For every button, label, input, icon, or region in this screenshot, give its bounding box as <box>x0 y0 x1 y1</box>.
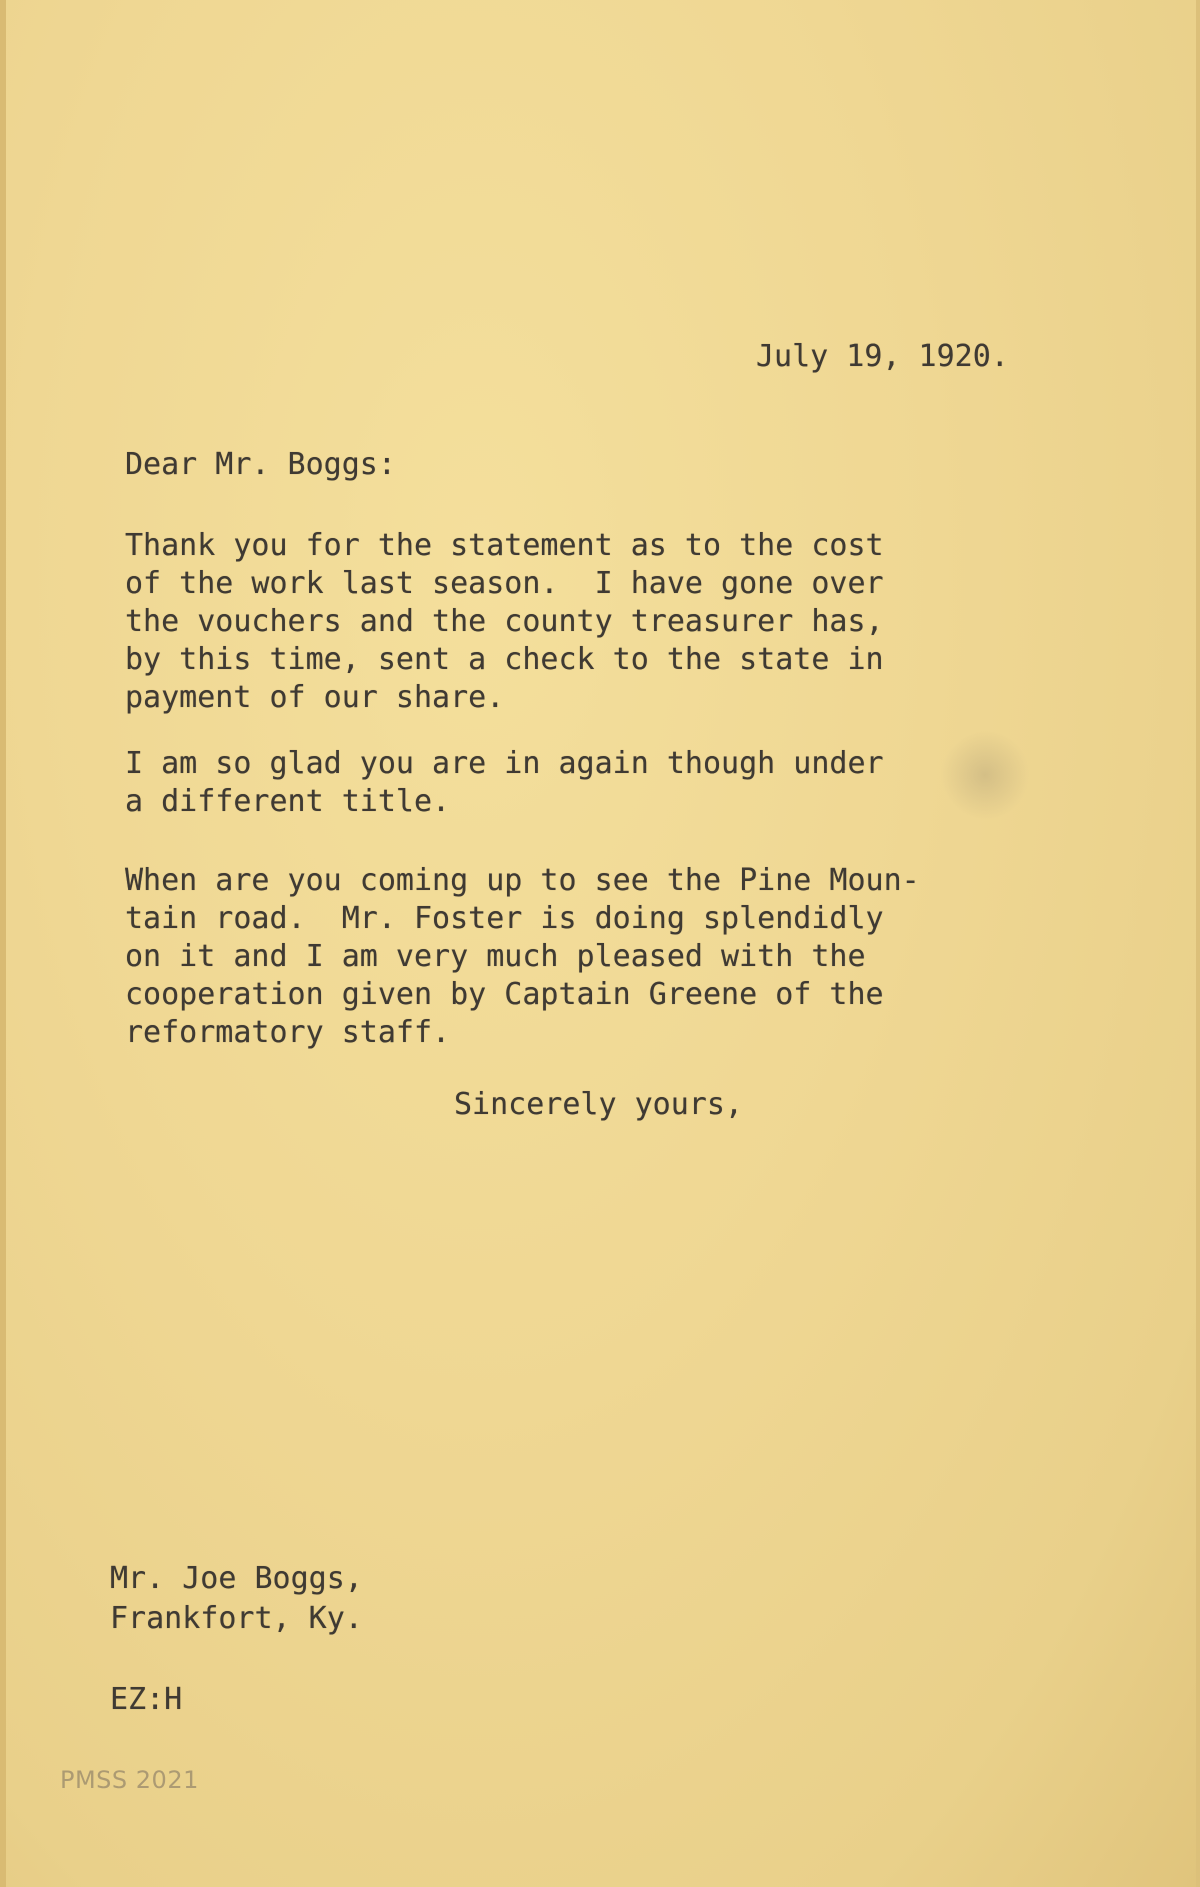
body-paragraph-3: When are you coming up to see the Pine Moun- tain road. Mr. Foster is doing splendidly on it and I am very much pleased with the cooperation given by Captain Greene of the reformatory staff. <box>125 863 920 1050</box>
ink-smudge <box>940 730 1030 820</box>
letter-date: July 19, 1920. <box>756 339 1009 374</box>
closing: Sincerely yours, <box>454 1087 743 1122</box>
body-paragraph-2: I am so glad you are in again though under a different title. <box>125 746 884 819</box>
recipient-location: Frankfort, Ky. <box>110 1601 363 1636</box>
salutation: Dear Mr. Boggs: <box>125 447 396 482</box>
body-paragraph-1: Thank you for the statement as to the cost of the work last season. I have gone over the vouchers and the county treasurer has, by this time, sent a check to the state in payment of our share. <box>125 528 884 715</box>
typist-initials: EZ:H <box>110 1682 183 1717</box>
archive-stamp: PMSS 2021 <box>60 1766 199 1794</box>
recipient-name: Mr. Joe Boggs, <box>110 1561 363 1596</box>
